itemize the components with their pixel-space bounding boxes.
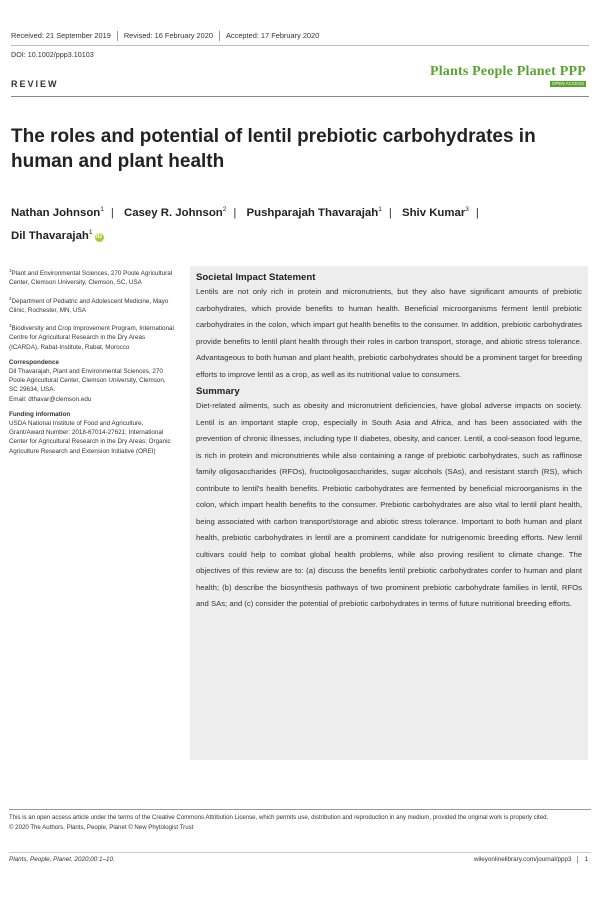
section-label: REVIEW <box>11 79 59 89</box>
impact-text: Lentils are not only rich in protein and micronutrients, but they also have significant amounts of prebiotic carbohydrates, which provide benefits to human health. Beneficial microorganisms ferment lentil prebiotic carbohydrates in the colon, which impart gut health benefits to the consumer. In addition, prebiotic carbohydrates provide benefits to lentil plant health through their roles in carbon transport, storage, and abiotic stress tolerance. Advantageous to both human and plant health, prebiotic carbohydrates should be a prominent target for breeding efforts to improve lentil as a crop, as well as its nutritional value to consumers. <box>196 287 582 379</box>
affiliation-2: $^2$Department of Pediatric and Adolescent Medicine, Mayo Clinic, Rochester, MN, USA <box>9 295 169 314</box>
footnote-divider <box>9 809 591 810</box>
orcid-icon[interactable]: iD <box>96 233 102 240</box>
journal-url[interactable]: wileyonlinelibrary.com/journal/ppp3 <box>473 856 572 863</box>
article-dates <box>11 31 591 41</box>
affiliation-marker: 1 <box>378 206 382 213</box>
journal-citation: Plants, People, Planet. 2020;00:1–10. <box>9 856 115 863</box>
license-text: This is an open access article under the terms of the Creative Commons Attribution License, which permits use, distribution and reproduction in any medium, provided the original work is properly cited. <box>9 814 549 821</box>
affiliation-1: $^1$Plant and Environmental Sciences, 270 Poole Agricultural Center, Clemson University, Clemson, SC, USA <box>9 268 173 287</box>
journal-logo[interactable] <box>429 64 586 86</box>
accepted-date: Accepted: 17 February 2020 <box>226 31 320 40</box>
author-list: Nathan Johnson$^1$ | Casey R. Johnson$^2$ | Pushparajah Thavarajah$^1$ | Shiv Kumar$^3$ | Dil Thavarajah$^1$iD <box>11 206 479 242</box>
correspondence-heading: Correspondence <box>9 358 60 366</box>
correspondence-email[interactable]: Email: dthavar@clemson.edu <box>9 395 92 403</box>
footer-right <box>474 856 588 863</box>
page-number: 1 <box>577 856 588 863</box>
copyright-text: © 2020 The Authors, Plants, People, Planet © New Phytologist Trust <box>9 824 194 832</box>
affiliation-marker: 3 <box>465 206 469 213</box>
affiliation-3: $^3$Biodiversity and Crop Improvement Program, International Centre for Agricultural Research in the Dry Areas (ICARDA), Rabat-Institute, Rabat, Morocco <box>9 323 174 351</box>
header-divider <box>11 45 589 46</box>
summary-text: Diet-related ailments, such as obesity and micronutrient deficiencies, have global adverse impacts on society. Lentil is an important staple crop, especially in South Asia and Africa, and has been associated with the prevention of chronic illnesses, including type II diabetes, obesity, and cancer. Lentil, a cool-season food legume, is rich in protein and micronutrients while also containing a range of prebiotic carbohydrates, such as raffinose family oligosaccharides (RFOs), fructooligosaccharides, sugar alcohols (SAs), and resistant starch (RS), which contribute to lentil's health benefits. Prebiotic carbohydrates are fermented by beneficial microorganisms in the colon, which impart health benefits to the consumer. Prebiotic carbohydrates are also vital to lentil plant health, being associated with carbon transport/storage and abiotic stress tolerance. Important to both human and plant health, prebiotic carbohydrates in lentil are a prominent candidate for nutrigenomic breeding efforts. New lentil cultivars could help to combat global health problems, while also proving resilient to climate change. The objectives of this review are to: (a) discuss the benefits lentil prebiotic carbohydrates confer to human and plant health; (b) describe the biosynthesis pathways of two prominent prebiotic carbohydrate families in lentil, RFOs and SAs; and (c) consider the potential of prebiotic carbohydrates in terms of future nutritional breeding efforts. <box>196 401 582 608</box>
author-name[interactable]: Pushparajah Thavarajah <box>246 206 379 219</box>
affiliations-sidebar <box>9 266 175 462</box>
journal-logo-text: Plants People Planet PPP <box>429 64 586 79</box>
funding-text: USDA National Institute of Food and Agriculture, Grant/Award Number: 2018-67014-27621; International Center for Agricultural Research in the Dry Areas; Organic Agriculture Research and Extension Initiative (OREI) <box>9 419 171 455</box>
impact-heading: Societal Impact Statement <box>196 272 316 283</box>
funding-heading: Funding information <box>9 410 71 418</box>
author-name[interactable]: Dil Thavarajah <box>11 229 89 242</box>
section-divider <box>11 96 589 97</box>
doi[interactable]: DOI: 10.1002/ppp3.10103 <box>11 50 94 59</box>
abstract-box <box>190 266 588 760</box>
affiliation-marker: 1 <box>88 228 93 236</box>
author-name[interactable]: Shiv Kumar <box>401 206 466 219</box>
author-name[interactable]: Casey R. Johnson <box>124 206 223 219</box>
author-name[interactable]: Nathan Johnson <box>11 206 101 219</box>
affiliation-marker: 1 <box>100 206 104 213</box>
revised-date: Revised: 16 February 2020 <box>123 31 213 40</box>
open-access-badge: OPEN ACCESS <box>551 81 585 86</box>
correspondence-address: Dil Thavarajah, Plant and Environmental Sciences, 270 Poole Agricultural Center, Clemson University, Clemson, SC 29634, USA. <box>9 367 166 394</box>
affiliation-marker: 2 <box>222 206 227 213</box>
summary-heading: Summary <box>196 386 240 397</box>
received-date: Received: 21 September 2019 <box>11 31 111 40</box>
article-title: The roles and potential of lentil prebiotic carbohydrates in human and plant health <box>11 126 536 172</box>
license-footnote <box>9 813 591 833</box>
footer-divider <box>9 852 591 853</box>
